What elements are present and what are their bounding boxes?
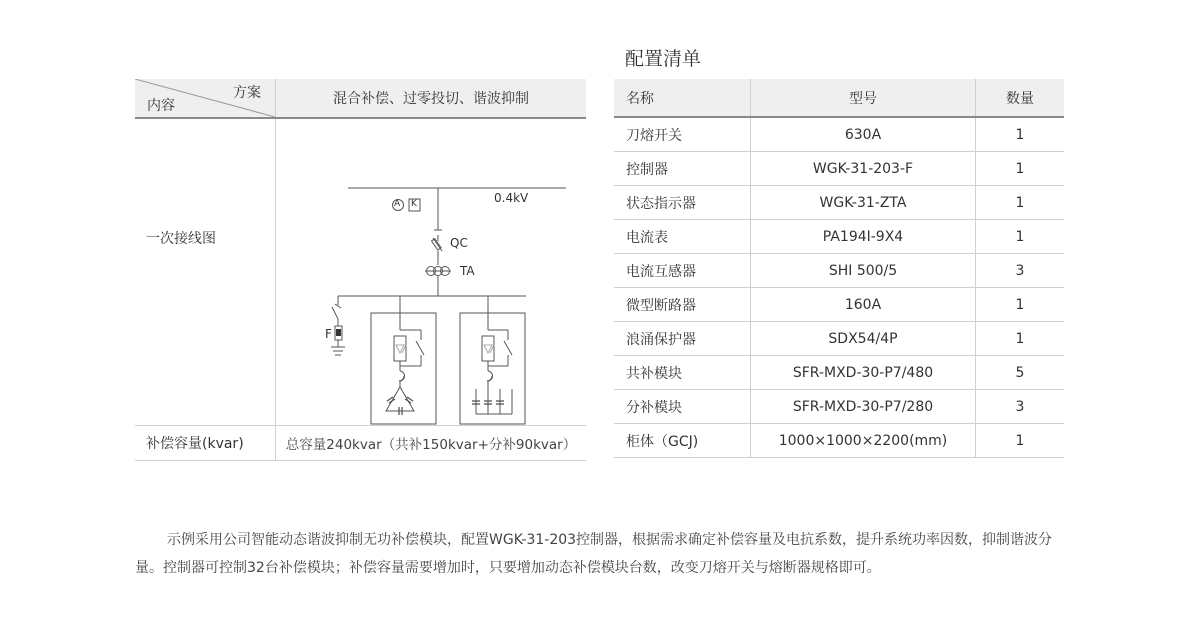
item-qty: 3: [976, 254, 1065, 288]
item-name: 微型断路器: [614, 288, 751, 322]
table-row: [614, 186, 1064, 220]
ct-ta-label: TA: [460, 264, 475, 278]
config-list-table: [614, 79, 1064, 458]
row-label-cell: [135, 118, 276, 426]
item-qty: 5: [976, 356, 1065, 390]
item-name: 浪涌保护器: [614, 322, 751, 356]
item-qty: 1: [976, 117, 1065, 152]
scheme-header-row: [135, 79, 586, 118]
breaker-qc-label: QC: [450, 236, 468, 250]
corner-scheme-label: 方案: [233, 85, 261, 101]
item-qty: 1: [976, 424, 1065, 458]
capacity-value: 总容量240kvar（共补150kvar+分补90kvar）: [276, 426, 587, 461]
item-qty: 3: [976, 390, 1065, 424]
wiring-diagram-label: 一次接线图: [146, 231, 216, 247]
ammeter-label: A: [394, 199, 401, 209]
item-model: WGK-31-203-F: [751, 152, 976, 186]
item-model: SFR-MXD-30-P7/480: [751, 356, 976, 390]
column-header-qty: 数量: [976, 79, 1065, 117]
table-row: [135, 118, 586, 426]
corner-content-label: 内容: [147, 98, 175, 114]
config-header-row: [614, 79, 1064, 117]
single-line-diagram-icon: [276, 119, 586, 425]
item-name: 电流表: [614, 220, 751, 254]
table-row: [614, 220, 1064, 254]
table-row: [614, 356, 1064, 390]
table-row: [614, 390, 1064, 424]
item-qty: 1: [976, 152, 1065, 186]
item-model: PA194I-9X4: [751, 220, 976, 254]
table-row: [614, 117, 1064, 152]
arrester-f-label: F: [325, 327, 332, 341]
column-header-model: 型号: [751, 79, 976, 117]
item-name: 柜体（GCJ): [614, 424, 751, 458]
item-model: SDX54/4P: [751, 322, 976, 356]
item-model: 1000×1000×2200(mm): [751, 424, 976, 458]
table-row: [614, 254, 1064, 288]
item-name: 刀熔开关: [614, 117, 751, 152]
item-name: 状态指示器: [614, 186, 751, 220]
table-row: [614, 322, 1064, 356]
item-model: SHI 500/5: [751, 254, 976, 288]
item-qty: 1: [976, 186, 1065, 220]
voltage-label: 0.4kV: [494, 191, 529, 205]
item-name: 控制器: [614, 152, 751, 186]
config-list-title: 配置清单: [625, 48, 702, 70]
item-qty: 1: [976, 322, 1065, 356]
item-name: 分补模块: [614, 390, 751, 424]
capacity-label: 补偿容量(kvar): [135, 426, 276, 461]
table-row: [614, 152, 1064, 186]
table-row: [614, 288, 1064, 322]
item-name: 共补模块: [614, 356, 751, 390]
description-paragraph: 示例采用公司智能动态谐波抑制无功补偿模块，配置WGK-31-203控制器，根据需求确定补偿容量及电抗系数，提升系统功率因数，抑制谐波分量。控制器可控制32台补偿模块；补偿容量需要增加时，只要增加动态补偿模块台数，改变刀熔开关与熔断器规格即可。: [135, 532, 1053, 576]
item-model: SFR-MXD-30-P7/280: [751, 390, 976, 424]
scheme-table: [135, 79, 586, 461]
single-line-diagram: [276, 119, 586, 425]
controller-k-label: K: [411, 199, 417, 209]
item-model: 160A: [751, 288, 976, 322]
corner-header-cell: [135, 79, 276, 118]
wiring-diagram-cell: [276, 118, 587, 426]
table-row: [135, 426, 586, 461]
item-qty: 1: [976, 220, 1065, 254]
item-name: 电流互感器: [614, 254, 751, 288]
column-header-name: 名称: [614, 79, 751, 117]
scheme-name-header: 混合补偿、过零投切、谐波抑制: [276, 79, 587, 118]
item-model: 630A: [751, 117, 976, 152]
table-row: [614, 424, 1064, 458]
item-model: WGK-31-ZTA: [751, 186, 976, 220]
item-qty: 1: [976, 288, 1065, 322]
